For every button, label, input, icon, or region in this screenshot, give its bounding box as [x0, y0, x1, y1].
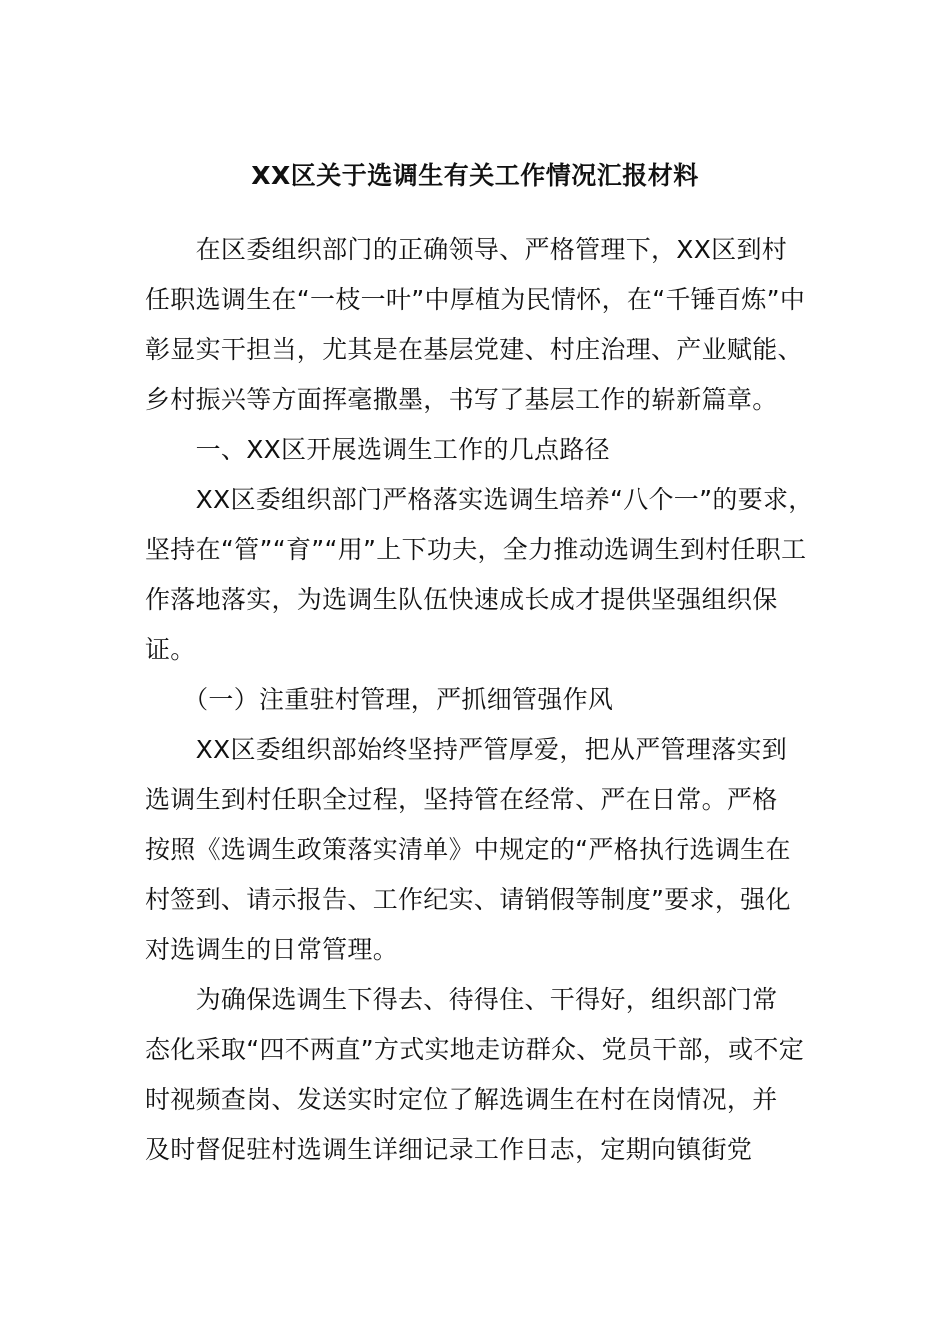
paragraph-line: 证。 [145, 635, 196, 664]
paragraph-line: 及时督促驻村选调生详细记录工作日志，定期向镇街党 [145, 1135, 753, 1164]
paragraph-line: 村签到、请示报告、工作纪实、请销假等制度”要求，强化 [145, 885, 791, 914]
paragraph-line: 时视频查岗、发送实时定位了解选调生在村在岗情况，并 [145, 1085, 778, 1114]
paragraph-line: 为确保选调生下得去、待得住、干得好，组织部门常 [145, 985, 778, 1014]
paragraph-line: 坚持在“管”“育”“用”上下功夫，全力推动选调生到村任职工 [145, 535, 807, 564]
paragraph-line: 态化采取“四不两直”方式实地走访群众、党员干部，或不定 [145, 1035, 805, 1064]
paragraph-line: 彰显实干担当，尤其是在基层党建、村庄治理、产业赋能、 [145, 335, 803, 364]
paragraph-line: 乡村振兴等方面挥毫撒墨，书写了基层工作的崭新篇章。 [145, 385, 778, 414]
paragraph-line: XX区委组织部门严格落实选调生培养“八个一”的要求， [145, 485, 814, 514]
paragraph-line: 任职选调生在“一枝一叶”中厚植为民情怀，在“千锤百炼”中 [145, 285, 806, 314]
paragraph-line: 对选调生的日常管理。 [145, 935, 399, 964]
subsection-heading: （一）注重驻村管理，严抓细管强作风 [145, 685, 614, 714]
paragraph-line: 作落地落实，为选调生队伍快速成长成才提供坚强组织保 [145, 585, 778, 614]
section-heading: 一、XX区开展选调生工作的几点路径 [145, 435, 610, 464]
paragraph-line: 在区委组织部门的正确领导、严格管理下，XX区到村 [145, 235, 788, 264]
document-title: XX区关于选调生有关工作情况汇报材料 [251, 161, 699, 190]
paragraph-line: 按照《选调生政策落实清单》中规定的“严格执行选调生在 [145, 835, 791, 864]
paragraph-line: XX区委组织部始终坚持严管厚爱，把从严管理落实到 [145, 735, 788, 764]
paragraph-line: 选调生到村任职全过程，坚持管在经常、严在日常。严格 [145, 785, 778, 814]
